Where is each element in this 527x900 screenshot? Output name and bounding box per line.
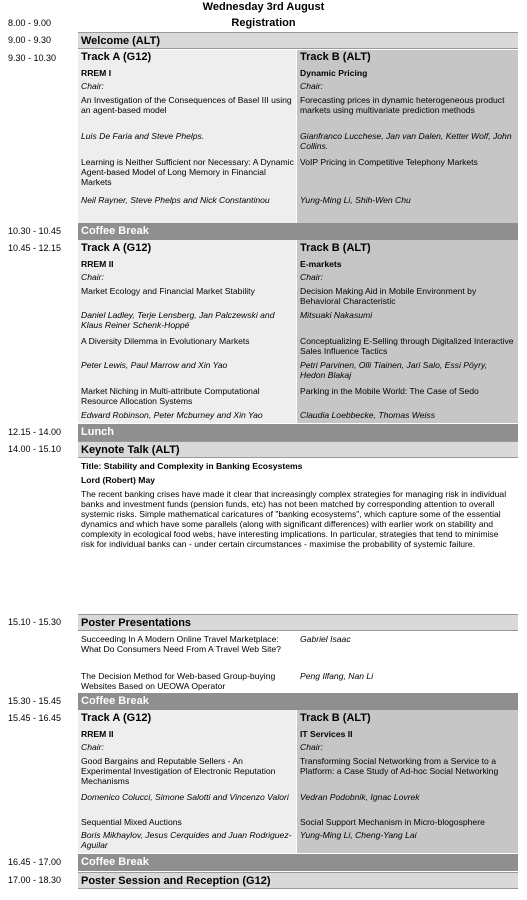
talk-title: Decision Making Aid in Mobile Environment by Behavioral Characteristic [300, 286, 477, 306]
talk-authors: Gianfranco Lucchese, Jan van Dalen, Ketter Wolf, John Collins. [300, 131, 512, 151]
session-name: E-markets [300, 259, 342, 269]
talk-authors: Peter Lewis, Paul Marrow and Xin Yao [81, 360, 228, 370]
track-b-header: Track B (ALT) [300, 242, 371, 254]
poster-title: The Decision Method for Web-based Group-buying Websites Based on UEOWA Operator [81, 671, 276, 691]
keynote-talk-title: Title: Stability and Complexity in Banking Ecosystems [81, 461, 303, 471]
talk-title: Good Bargains and Reputable Sellers - An Experimental Investigation of Electronic Reputation Mechanisms [81, 756, 276, 786]
talk-title: Sequential Mixed Auctions [81, 817, 182, 827]
lunch-bar: Lunch [78, 424, 518, 441]
talk-title: Market Ecology and Financial Market Stability [81, 286, 255, 296]
coffee-break-bar: Coffee Break [78, 854, 518, 871]
time-slot: 16.45 - 17.00 [8, 857, 62, 867]
welcome-session-title: Welcome (ALT) [78, 32, 518, 49]
time-slot: 15.10 - 15.30 [8, 617, 62, 627]
session-name: IT Services II [300, 729, 353, 739]
time-slot: 10.30 - 10.45 [8, 226, 62, 236]
talk-authors: Petri Parvinen, Olli Tiainen, Jari Salo, Essi Pöyry, Hedon Blakaj [300, 360, 487, 380]
poster-presentations-title: Poster Presentations [78, 614, 518, 631]
time-slot: 10.45 - 12.15 [8, 243, 62, 253]
time-slot: 9.00 - 9.30 [8, 35, 52, 45]
keynote-speaker: Lord (Robert) May [81, 475, 155, 485]
talk-title: Market Niching in Multi-attribute Computational Resource Allocation Systems [81, 386, 260, 406]
registration-title: Registration [231, 17, 296, 29]
talk-title: Parking in the Mobile World: The Case of Sedo [300, 386, 479, 396]
talk-title: A Diversity Dilemma in Evolutionary Markets [81, 336, 250, 346]
chair-label: Chair: [300, 272, 323, 282]
talk-authors: Edward Robinson, Peter Mcburney and Xin Yao [81, 410, 263, 420]
track-a-header: Track A (G12) [81, 51, 152, 63]
track-a-header: Track A (G12) [81, 242, 152, 254]
time-slot: 15.30 - 15.45 [8, 696, 62, 706]
poster-authors: Gabriel Isaac [300, 634, 351, 644]
track-a-header: Track A (G12) [81, 712, 152, 724]
coffee-break-bar: Coffee Break [78, 223, 518, 240]
track-b-header: Track B (ALT) [300, 51, 371, 63]
talk-authors: Domenico Colucci, Simone Salotti and Vincenzo Valori [81, 792, 289, 802]
time-slot: 9.30 - 10.30 [8, 53, 57, 63]
chair-label: Chair: [81, 272, 104, 282]
talk-title: Transforming Social Networking from a Service to a Platform: a Case Study of Ad-hoc Social Networking [300, 756, 499, 776]
chair-label: Chair: [81, 81, 104, 91]
poster-session-title: Poster Session and Reception (G12) [78, 872, 518, 889]
poster-authors: Peng Ilfang, Nan Li [300, 671, 374, 681]
talk-authors: Yung-Ming Li, Shih-Wen Chu [300, 195, 411, 205]
talk-title: Conceptualizing E-Selling through Digitalized Interactive Sales Influence Tactics [300, 336, 514, 356]
talk-authors: Boris Mikhaylov, Jesus Cerquides and Juan Rodriguez-Aguilar [81, 830, 292, 850]
session-name: RREM II [81, 729, 114, 739]
time-slot: 15.45 - 16.45 [8, 713, 62, 723]
track-b-header: Track B (ALT) [300, 712, 371, 724]
chair-label: Chair: [300, 81, 323, 91]
talk-authors: Neil Rayner, Steve Phelps and Nick Constantinou [81, 195, 270, 205]
talk-title: An Investigation of the Consequences of Basel III using an agent-based model [81, 95, 292, 115]
keynote-title: Keynote Talk (ALT) [78, 441, 518, 458]
time-slot: 8.00 - 9.00 [8, 18, 52, 28]
coffee-break-bar: Coffee Break [78, 693, 518, 710]
day-title: Wednesday 3rd August [202, 1, 325, 13]
time-slot: 12.15 - 14.00 [8, 427, 62, 437]
talk-authors: Vedran Podobnik, Ignac Lovrek [300, 792, 420, 802]
session-name: Dynamic Pricing [300, 68, 368, 78]
session-name: RREM I [81, 68, 112, 78]
time-slot: 14.00 - 15.10 [8, 444, 62, 454]
talk-title: Learning is Neither Sufficient nor Necessary: A Dynamic Agent-based Model of Long Memory in Financial Markets [81, 157, 294, 187]
talk-authors: Daniel Ladley, Terje Lensberg, Jan Palczewski and Klaus Reiner Schenk-Hoppé [81, 310, 275, 330]
talk-authors: Yung-Ming Li, Cheng-Yang Lai [300, 830, 417, 840]
talk-authors: Claudia Loebbecke, Thomas Weiss [300, 410, 436, 420]
talk-title: Social Support Mechanism in Micro-blogosphere [300, 817, 485, 827]
time-slot: 17.00 - 18.30 [8, 875, 62, 885]
poster-title: Succeeding In A Modern Online Travel Marketplace: What Do Consumers Need From A Travel Web Site? [81, 634, 281, 654]
chair-label: Chair: [81, 742, 104, 752]
talk-authors: Luis De Faria and Steve Phelps. [81, 131, 205, 141]
talk-title: VoIP Pricing in Competitive Telephony Markets [300, 157, 478, 167]
chair-label: Chair: [300, 742, 323, 752]
talk-title: Forecasting prices in dynamic heterogeneous product markets using multivariate prediction methods [300, 95, 505, 115]
session-name: RREM II [81, 259, 114, 269]
talk-authors: Mitsuaki Nakasumi [300, 310, 373, 320]
keynote-abstract: The recent banking crises have made it clear that increasingly complex strategies for managing risk in individual banks and investment funds (pension funds, etc) has not been matched by corresponding attention to overall systemic risks. Simple mathematical caricatures of "banking ecosystems", which capture some of the essential dynamics and which have some parallels (along with significant differences) with earlier work on stability and complexity in ecological food webs, have interesting implications. In particular, strategies that tend to minimise risk for individual banks can - under certain circumstances - maximise the probability of systemic failure. [81, 489, 507, 549]
